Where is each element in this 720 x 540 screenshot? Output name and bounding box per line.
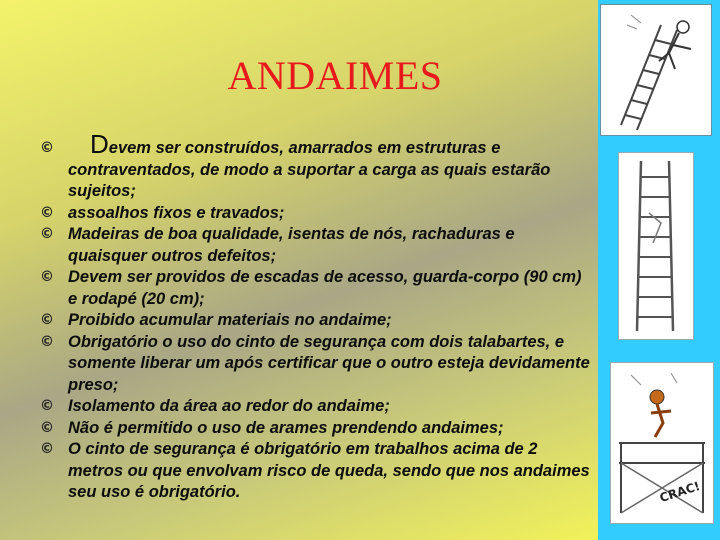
bullet-text: Não é permitido o uso de arames prendendo andaimes; — [68, 418, 504, 437]
list-item — [40, 332, 595, 397]
bullet-text: assoalhos fixos e travados; — [68, 203, 285, 222]
bullet-text: Devem ser providos de escadas de acesso, guarda-corpo (90 cm) e rodapé (20 cm); — [68, 268, 582, 308]
ladder-illustration — [618, 152, 694, 340]
bullet-icon: © — [40, 441, 54, 457]
list-item — [40, 267, 595, 310]
bullet-icon: © — [40, 398, 54, 414]
ladder-drawing — [619, 153, 693, 339]
drop-letter: D — [90, 129, 109, 159]
bullet-icon: © — [40, 140, 54, 156]
list-item — [40, 129, 595, 203]
list-item — [40, 224, 595, 267]
bullet-icon: © — [40, 204, 54, 221]
bullet-icon: © — [40, 269, 54, 285]
ladder-climb-drawing — [601, 5, 711, 135]
bullet-text: Madeiras de boa qualidade, isentas de nós, rachaduras e quaisquer outros defeitos; — [68, 225, 515, 265]
list-item — [40, 418, 595, 440]
slide-title: ANDAIMES — [227, 53, 443, 98]
bullet-text: O cinto de segurança é obrigatório em trabalhos acima de 2 metros ou que envolvam risco de queda, sendo que nos andaimes seu uso é obrigatório. — [68, 440, 590, 501]
scaffold-fall-illustration — [610, 362, 714, 524]
bullet-icon: © — [40, 419, 54, 436]
list-item — [40, 203, 595, 225]
list-item — [40, 310, 595, 332]
ladder-climb-illustration — [600, 4, 712, 136]
crash-caption: CRAC! — [657, 478, 702, 506]
bullet-text: Proibido acumular materiais no andaime; — [68, 311, 392, 329]
bullet-icon: © — [40, 333, 54, 350]
list-item — [40, 396, 595, 418]
bullet-text: Isolamento da área ao redor do andaime; — [68, 397, 390, 415]
bullet-icon: © — [40, 312, 54, 328]
bullet-icon: © — [40, 226, 54, 242]
list-item — [40, 439, 595, 504]
bullet-list — [40, 129, 595, 504]
bullet-text: Obrigatório o uso do cinto de segurança com dois talabartes, e somente liberar um após certificar que o outro esteja devidamente preso; — [68, 332, 590, 394]
first-bullet-line1: evem ser construídos, amarrados em estruturas e — [108, 139, 501, 157]
first-bullet-rest: contraventados, de modo a suportar a carga as quais estarão sujeitos; — [68, 160, 551, 200]
